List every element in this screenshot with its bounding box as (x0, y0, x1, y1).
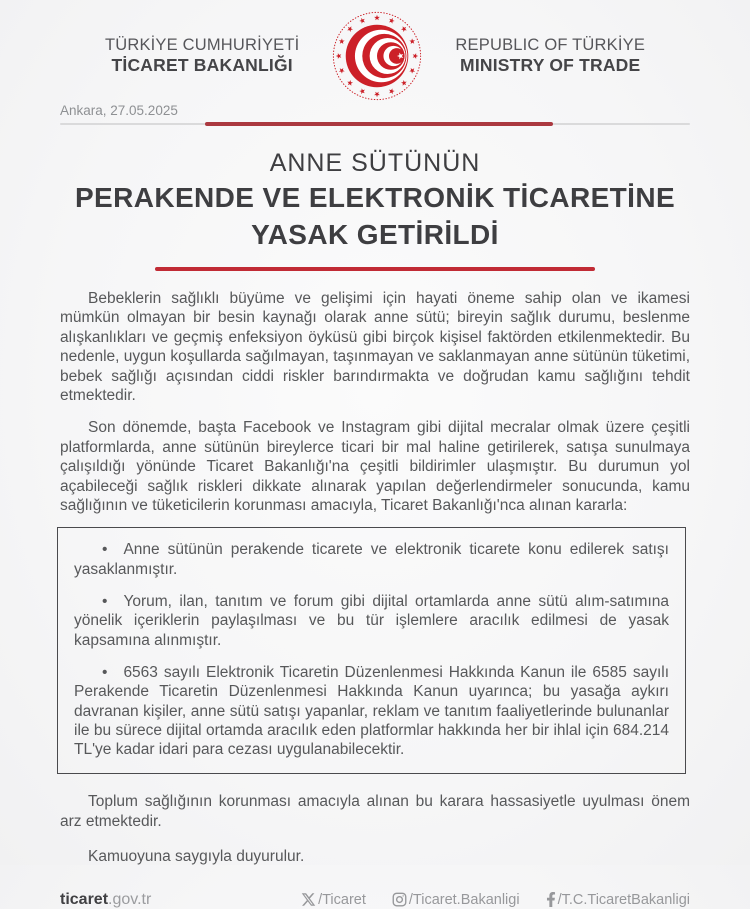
decision-item-1 (74, 540, 669, 579)
website-link[interactable] (60, 891, 151, 909)
instagram-link[interactable] (392, 892, 520, 908)
facebook-link[interactable] (546, 892, 690, 908)
closing-paragraph-1: Toplum sağlığının korunması amacıyla alınan bu karara hassasiyetle uyulması önem arz etmektedir. (60, 793, 690, 830)
header-divider-red-segment (205, 122, 553, 126)
dateline: Ankara, 27.05.2025 (60, 103, 178, 118)
title-line2: PERAKENDE VE ELEKTRONİK TİCARETİNE (74, 182, 676, 213)
ministry-name-turkish (105, 35, 299, 76)
x-twitter-link[interactable] (301, 892, 366, 908)
masthead (60, 10, 690, 102)
bullet-marker: • (102, 663, 108, 681)
bullet-marker: • (102, 593, 108, 611)
ministry-name-tr-line1: TÜRKİYE CUMHURİYETİ (104, 36, 300, 55)
facebook-handle: /T.C.TicaretBakanligi (557, 891, 690, 908)
ministry-of-trade-emblem-icon (329, 10, 425, 102)
title-line1: ANNE SÜTÜNÜN (269, 149, 481, 177)
facebook-icon (546, 892, 556, 907)
header-divider (60, 123, 690, 125)
footer (60, 891, 690, 909)
decision-item-3 (74, 663, 669, 759)
website-rest-part: .gov.tr (108, 890, 152, 908)
x-handle: /Ticaret (318, 891, 366, 908)
ministry-name-en-line2: MINISTRY OF TRADE (460, 55, 641, 76)
instagram-handle: /Ticaret.Bakanligi (408, 891, 520, 908)
decision-item-2-text: Yorum, ilan, tanıtım ve forum gibi dijital ortamlarda anne sütü alım-satımına yönelik içeriklerin paylaşılması ve bu tür işlemlere aracılık edilmesi de yasak kapsamına alınmıştır. (74, 593, 669, 649)
decision-box (57, 527, 686, 774)
body-paragraph-2: Son dönemde, başta Facebook ve Instagram gibi dijital mecralar olmak üzere çeşitli platformlarda, anne sütünün bireylerce ticari bir mal haline getirilerek, satışa sunulmaya çalışıldığı yönünde Ticaret Bakanlığı'na çeşitli bildirimler ulaşmıştır. Bu durumun yol açabileceği sağlık riskleri dikkate alınarak yapılan değerlendirmeler sonucunda, kamu sağlığının ve tüketicilerin korunması amacıyla, Ticaret Bakanlığı'nca alınan kararla: (60, 419, 690, 515)
closing-paragraph-2: Kamuoyuna saygıyla duyurulur. (88, 848, 305, 866)
page-title (60, 148, 690, 253)
title-underline (155, 267, 595, 271)
bullet-marker: • (102, 541, 108, 559)
decision-item-3-text: 6563 sayılı Elektronik Ticaretin Düzenlenmesi Hakkında Kanun ile 6585 sayılı Perakende Ticaretin Düzenlenmesi Hakkında Kanun uyarınca; bu yasağa aykırı davranan kişiler, anne sütü satışı yapanlar, reklam ve tanıtım faaliyetlerinde bulunanlar ile bu sürece dijital ortamda aracılık eden platformlar hakkında her bir ihlal için 684.214 TL'ye kadar idari para cezası uygulanabilecektir. (74, 663, 669, 759)
ministry-name-tr-line2: TİCARET BAKANLIĞI (111, 55, 293, 76)
ministry-name-english (455, 35, 645, 76)
website-bold-part: ticaret (60, 890, 109, 908)
x-icon (301, 892, 316, 907)
ministry-name-en-line1: REPUBLIC OF TÜRKİYE (455, 36, 646, 55)
instagram-icon (392, 892, 407, 907)
title-line3: YASAK GETİRİLDİ (251, 219, 499, 250)
social-links (301, 892, 690, 908)
decision-item-2 (74, 592, 669, 650)
decision-item-1-text: Anne sütünün perakende ticarete ve elektronik ticarete konu edilerek satışı yasaklanmıştır. (74, 541, 669, 578)
body-paragraph-1: Bebeklerin sağlıklı büyüme ve gelişimi için hayati öneme sahip olan ve ikamesi mümkün olmayan bir besin kaynağı olarak anne sütü; bireyin sağlık durumu, beslenme alışkanlıkları ve geçmiş enfeksiyon öyküsü gibi birçok kişisel faktörden etkilenmektedir. Bu nedenle, uygun koşullarda sağılmayan, taşınmayan ve saklanmayan anne sütünün tüketimi, bebek sağlığı açısından ciddi riskler barındırmakta ve doğrudan kamu sağlığını tehdit etmektedir. (60, 290, 690, 405)
